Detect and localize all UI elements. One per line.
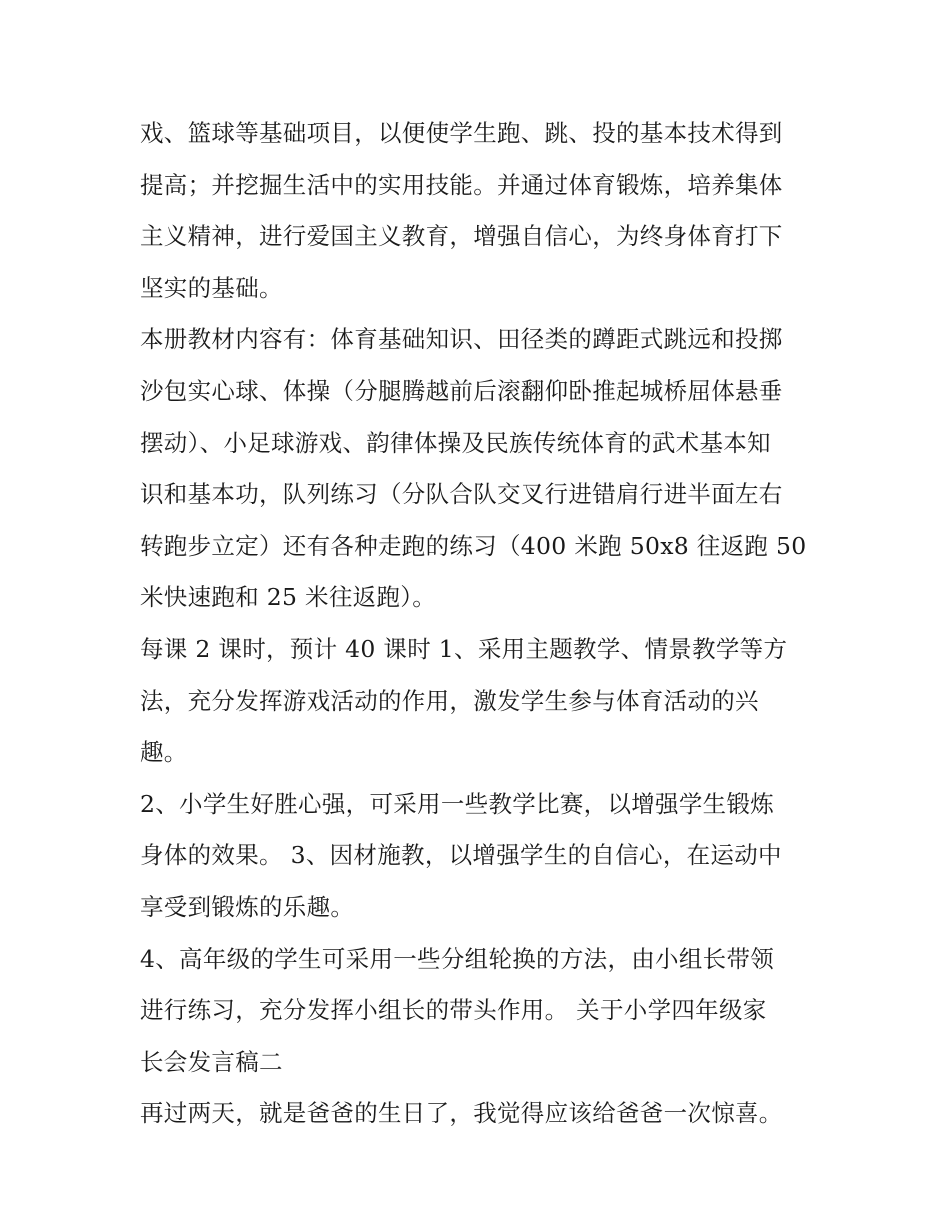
text-line: 法，充分发挥游戏活动的作用，激发学生参与体育活动的兴 (140, 686, 759, 715)
text-line: 进行练习，充分发挥小组长的带头作用。 关于小学四年级家 (140, 996, 767, 1025)
text-line: 每课 2 课时，预计 40 课时 1、采用主题教学、情景教学等方 (140, 634, 788, 663)
text-line: 摆动）、小足球游戏、韵律体操及民族传统体育的武术基本知 (140, 428, 771, 457)
text-line: 再过两天，就是爸爸的生日了，我觉得应该给爸爸一次惊喜。 (140, 1099, 783, 1128)
document-body (140, 108, 820, 1140)
text-line: 米快速跑和 25 米往返跑）。 (140, 583, 437, 612)
text-line: 长会发言稿二 (140, 1047, 283, 1076)
text-line: 戏、篮球等基础项目，以便使学生跑、跳、投的基本技术得到 (140, 119, 783, 147)
text-line: 享受到锻炼的乐趣。 (140, 892, 355, 921)
text-line: 提高；并挖掘生活中的实用技能。并通过体育锻炼，培养集体 (140, 170, 783, 199)
text-line: 4、高年级的学生可采用一些分组轮换的方法，由小组长带领 (140, 944, 775, 973)
text-line: 转跑步立定）还有各种走跑的练习（400 米跑 50x8 往返跑 50 (140, 531, 807, 560)
text-line: 沙包实心球、体操（分腿腾越前后滚翻仰卧推起城桥屈体悬垂 (140, 376, 783, 405)
text-line: 识和基本功，队列练习（分队合队交叉行进错肩行进半面左右 (140, 480, 783, 509)
text-line: 主义精神，进行爱国主义教育，增强自信心，为终身体育打下 (140, 222, 783, 251)
text-line: 身体的效果。 3、因材施教，以增强学生的自信心，在运动中 (140, 841, 782, 870)
text-line: 坚实的基础。 (140, 273, 283, 302)
text-line: 趣。 (140, 738, 188, 767)
text-line: 2、小学生好胜心强，可采用一些教学比赛，以增强学生锻炼 (140, 789, 775, 818)
text-line: 本册教材内容有：体育基础知识、田径类的蹲距式跳远和投掷 (140, 325, 783, 354)
